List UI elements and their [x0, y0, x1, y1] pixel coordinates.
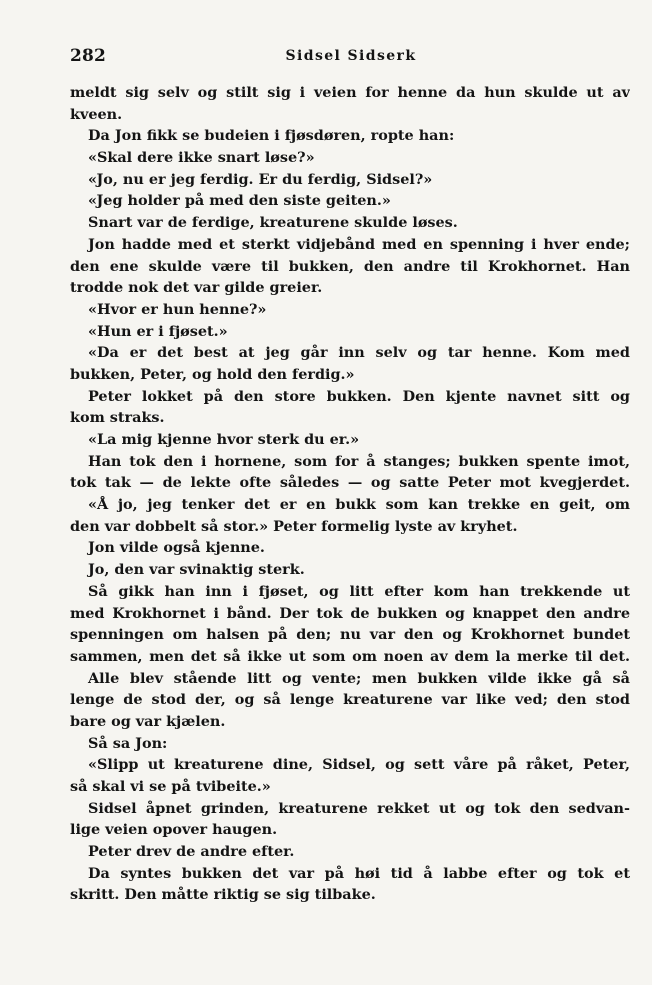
text-line: «La mig kjenne hvor sterk du er.» [88, 431, 360, 448]
text-line: «Hvor er hun henne?» [88, 300, 267, 318]
body-text [70, 82, 630, 906]
text-line: kveen. [70, 105, 123, 123]
text-line: Snart var de ferdige, kreaturene skulde løses. [88, 214, 458, 232]
text-line: bare og var kjælen. [70, 712, 226, 730]
running-title: Sidsel Sidserk [285, 48, 417, 64]
text-line: Jo, den var svinaktig sterk. [88, 561, 305, 579]
text-line: tok tak — de lekte ofte således — og satte Peter mot kvegjerdet. [70, 474, 630, 492]
text-line: bukken, Peter, og hold den ferdig.» [70, 365, 355, 383]
text-line: «Jeg holder på med den siste geiten.» [88, 192, 391, 210]
text-line: sammen, men det så ikke ut som om noen av dem la merke til det. [70, 647, 630, 665]
page-number: 282 [70, 46, 107, 66]
text-line: den ene skulde være til bukken, den andre til Krokhornet. Han [70, 257, 630, 275]
text-line: skritt. Den måtte riktig se sig tilbake. [70, 886, 376, 904]
text-line: lige veien opover haugen. [70, 821, 278, 839]
text-line: Han tok den i hornene, som for å stanges; bukken spente imot, [88, 452, 630, 470]
text-line: Jon hadde med et sterkt vidjebånd med en spenning i hver ende; [88, 235, 630, 253]
text-line: «Å jo, jeg tenker det er en bukk som kan trekke en geit, om [88, 496, 630, 514]
text-line: Jon vilde også kjenne. [88, 539, 265, 557]
text-line: lenge de stod der, og så lenge kreaturene var like ved; den stod [70, 691, 630, 709]
text-line: Peter drev de andre efter. [88, 843, 295, 861]
text-line: trodde nok det var gilde greier. [70, 279, 323, 297]
text-line: spenningen om halsen på den; nu var den og Krokhornet bundet [70, 626, 630, 644]
text-line: meldt sig selv og stilt sig i veien for henne da hun skulde ut av [70, 84, 630, 101]
text-line: Peter lokket på den store bukken. Den kjente navnet sitt og [88, 387, 630, 405]
text-line: Så gikk han inn i fjøset, og litt efter kom han trekkende ut [88, 582, 630, 600]
text-line: Da Jon fikk se budeien i fjøsdøren, ropte han: [88, 127, 455, 145]
text-line: «Da er det best at jeg går inn selv og tar henne. Kom med [88, 344, 630, 362]
page-header [70, 46, 632, 70]
text-line: Så sa Jon: [88, 734, 168, 752]
text-line: den var dobbelt så stor.» Peter formelig lyste av kryhet. [70, 517, 518, 535]
text-line: så skal vi se på tvibeite.» [70, 778, 271, 795]
text-line: med Krokhornet i bånd. Der tok de bukken og knappet den andre [70, 604, 630, 622]
text-line: «Skal dere ikke snart løse?» [88, 149, 315, 167]
text-line: «Hun er i fjøset.» [88, 322, 228, 340]
text-line: «Jo, nu er jeg ferdig. Er du ferdig, Sidsel?» [88, 170, 433, 188]
text-line: Sidsel åpnet grinden, kreaturene rekket ut og tok den sedvan- [88, 799, 630, 817]
text-line: kom straks. [70, 409, 165, 427]
text-line: Da syntes bukken det var på høi tid å labbe efter og tok et [88, 864, 630, 882]
text-line: Alle blev stående litt og vente; men bukken vilde ikke gå så [88, 669, 630, 687]
text-line: «Slipp ut kreaturene dine, Sidsel, og sett våre på råket, Peter, [88, 756, 630, 774]
